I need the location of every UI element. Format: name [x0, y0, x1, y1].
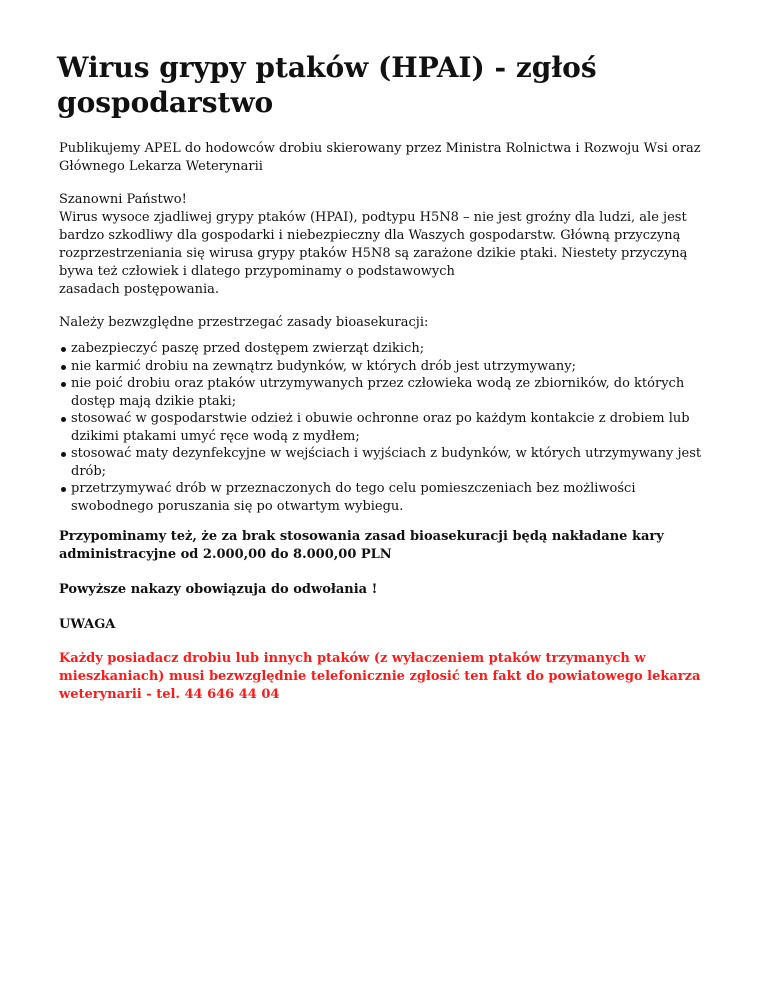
list-item: stosować w gospodarstwie odzież i obuwie ochronne oraz po każdym kontakcie z drobiem lub dzikimi ptakami umyć ręce wodą z mydłem; [71, 410, 717, 445]
list-item: nie karmić drobiu na zewnątrz budynków, w których drób jest utrzymywany; [71, 358, 717, 376]
list-item: nie poić drobiu oraz ptaków utrzymywanych przez człowieka wodą ze zbiorników, do których dostęp mają dzikie ptaki; [71, 375, 717, 410]
greeting: Szanowni Państwo! [59, 192, 187, 207]
validity-notice: Powyższe nakazy obowiązuja do odwołania ! [59, 582, 378, 597]
warning-text: Każdy posiadacz drobiu lub innych ptaków (z wyłaczeniem ptaków trzymanych w mieszkaniach) musi bezwzględnie telefonicznie zgłosić ten fakt do powiatowego lekarza weterynarii - tel. 44 646 44 04 [59, 651, 701, 702]
body-text-line-2: zasadach postępowania. [59, 282, 220, 297]
article-body [57, 140, 717, 704]
page-title: Wirus grypy ptaków (HPAI) - zgłoś gospodarstwo [57, 51, 597, 119]
rules-intro: Należy bezwzględne przestrzegać zasady bioasekuracji: [59, 315, 429, 330]
body-text-line-1: Wirus wysoce zjadliwej grypy ptaków (HPAI), podtypu H5N8 – nie jest groźny dla ludzi, ale jest bardzo szkodliwy dla gospodarki i niebezpieczny dla Waszych gospodarstw. Główną przyczyną rozprzestrzeniania się wirusa grypy ptaków H5N8 są zarażone dzikie ptaki. Niestety przyczyną bywa też człowiek i dlatego przypominamy o podstawowych [59, 210, 688, 279]
list-item: przetrzymywać drób w przeznaczonych do tego celu pomieszczeniach bez możliwości swobodnego poruszania się po otwartym wybiegu. [71, 480, 717, 515]
document-page [57, 50, 717, 719]
penalty-notice: Przypominamy też, że za brak stosowania zasad bioasekuracji będą nakładane kary administracyjne od 2.000,00 do 8.000,00 PLN [59, 529, 664, 562]
letter-paragraph [59, 191, 717, 299]
list-item: stosować maty dezynfekcyjne w wejściach i wyjściach z budynków, w których utrzymywany jest drób; [71, 445, 717, 480]
list-item: zabezpieczyć paszę przed dostępem zwierząt dzikich; [71, 340, 717, 358]
rules-list [59, 340, 717, 515]
warning-heading: UWAGA [59, 617, 116, 632]
intro-paragraph: Publikujemy APEL do hodowców drobiu skierowany przez Ministra Rolnictwa i Rozwoju Wsi oraz Głównego Lekarza Weterynarii [59, 141, 701, 174]
